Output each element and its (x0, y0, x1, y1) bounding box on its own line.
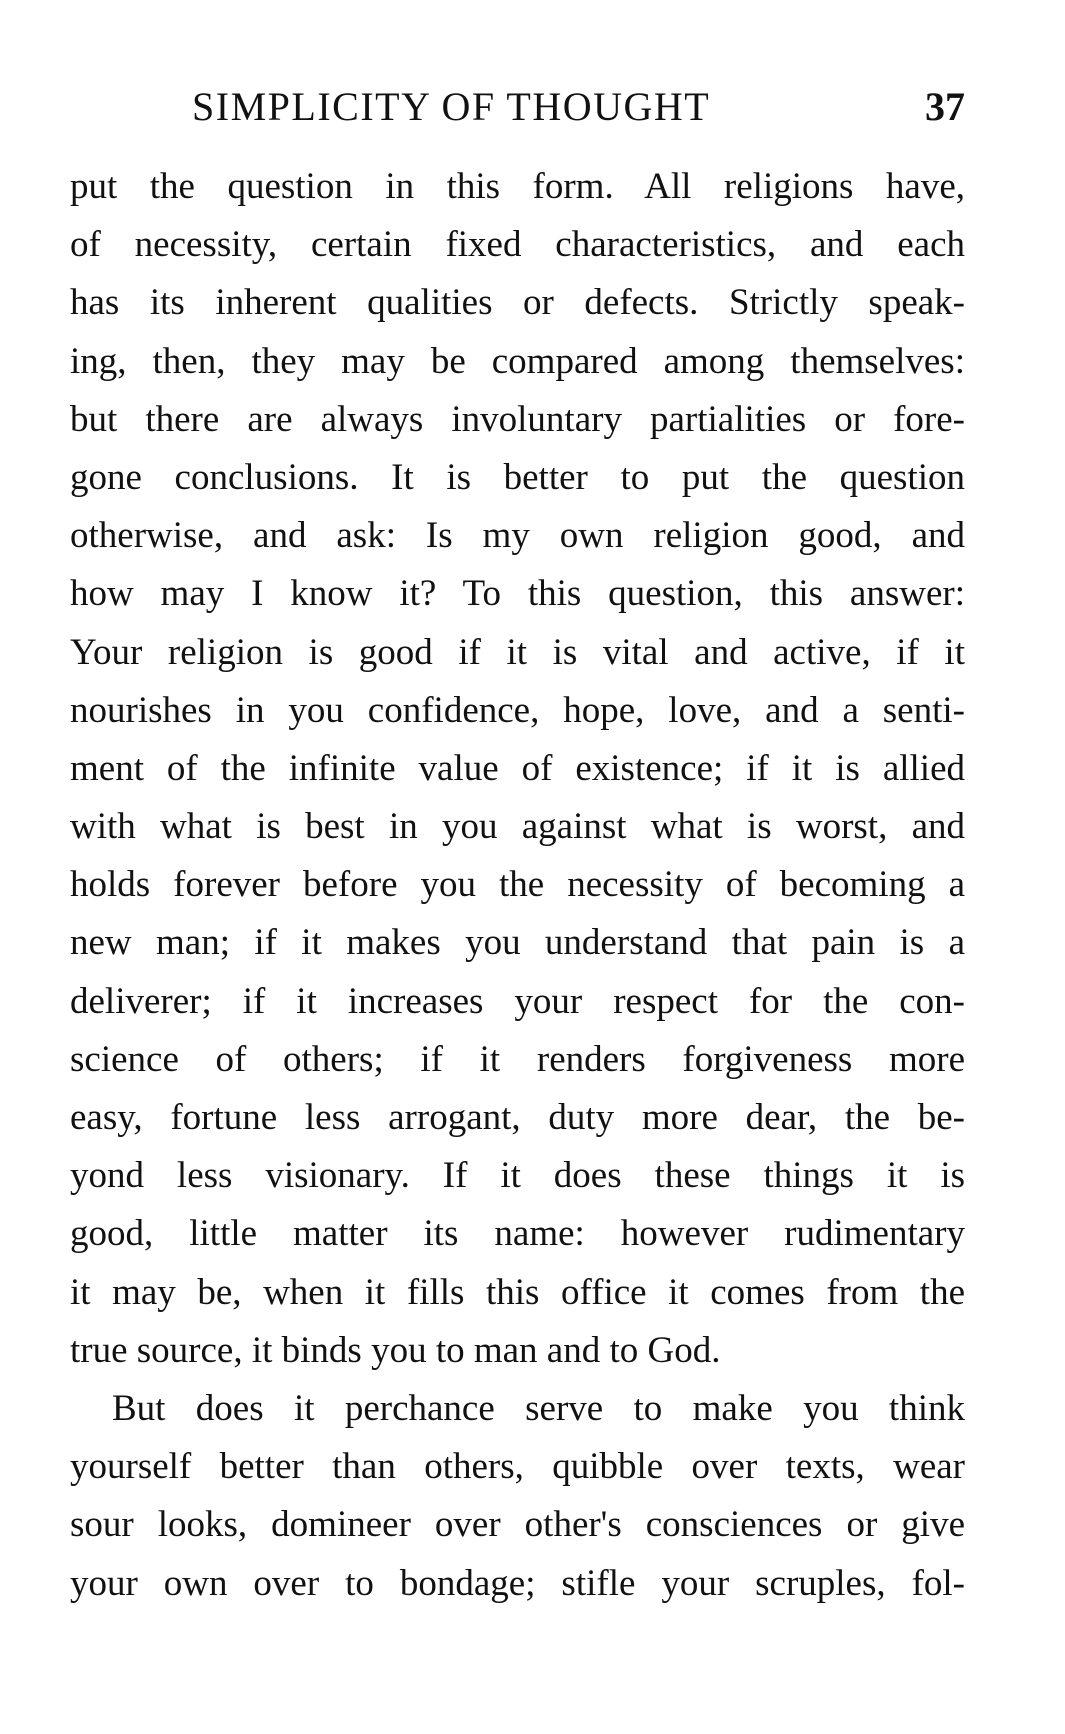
text-line: holds forever before you the necessity of becoming a (70, 864, 965, 906)
page-number: 37 (925, 84, 965, 129)
text-line: ing, then, they may be compared among themselves: (70, 340, 965, 382)
body-text (70, 158, 965, 1613)
text-line: with what is best in you against what is worst, and (70, 806, 965, 848)
running-head (70, 82, 965, 132)
running-title: SIMPLICITY OF THOUGHT (192, 84, 711, 129)
text-line: deliverer; if it increases your respect for the con- (70, 980, 965, 1022)
text-line: nourishes in you confidence, hope, love, and a senti- (70, 689, 965, 731)
text-line: good, little matter its name: however rudimentary (70, 1213, 965, 1255)
text-line: But does it perchance serve to make you think (112, 1387, 965, 1429)
text-line: but there are always involuntary partialities or fore- (70, 398, 965, 440)
text-line: gone conclusions. It is better to put the question (70, 456, 965, 498)
text-line: how may I know it? To this question, this answer: (70, 573, 965, 615)
text-line: easy, fortune less arrogant, duty more dear, the be- (70, 1097, 965, 1138)
text-line: your own over to bondage; stifle your scruples, fol- (70, 1562, 965, 1604)
text-line: science of others; if it renders forgiveness more (70, 1038, 965, 1080)
text-line: it may be, when it fills this office it comes from the (70, 1271, 965, 1313)
text-line: yourself better than others, quibble over texts, wear (70, 1446, 965, 1488)
text-line: new man; if it makes you understand that pain is a (70, 922, 965, 964)
text-line: put the question in this form. All religions have, (70, 166, 965, 207)
text-line: yond less visionary. If it does these things it is (70, 1155, 965, 1197)
text-line: ment of the infinite value of existence; if it is allied (70, 747, 965, 789)
text-line: sour looks, domineer over other's consciences or give (70, 1504, 965, 1546)
text-line: Your religion is good if it is vital and active, if it (70, 631, 965, 673)
text-line: has its inherent qualities or defects. Strictly speak- (70, 282, 965, 324)
text-line: otherwise, and ask: Is my own religion good, and (70, 515, 965, 557)
text-line: true source, it binds you to man and to God. (70, 1329, 721, 1371)
text-line: of necessity, certain fixed characteristics, and each (70, 224, 965, 266)
